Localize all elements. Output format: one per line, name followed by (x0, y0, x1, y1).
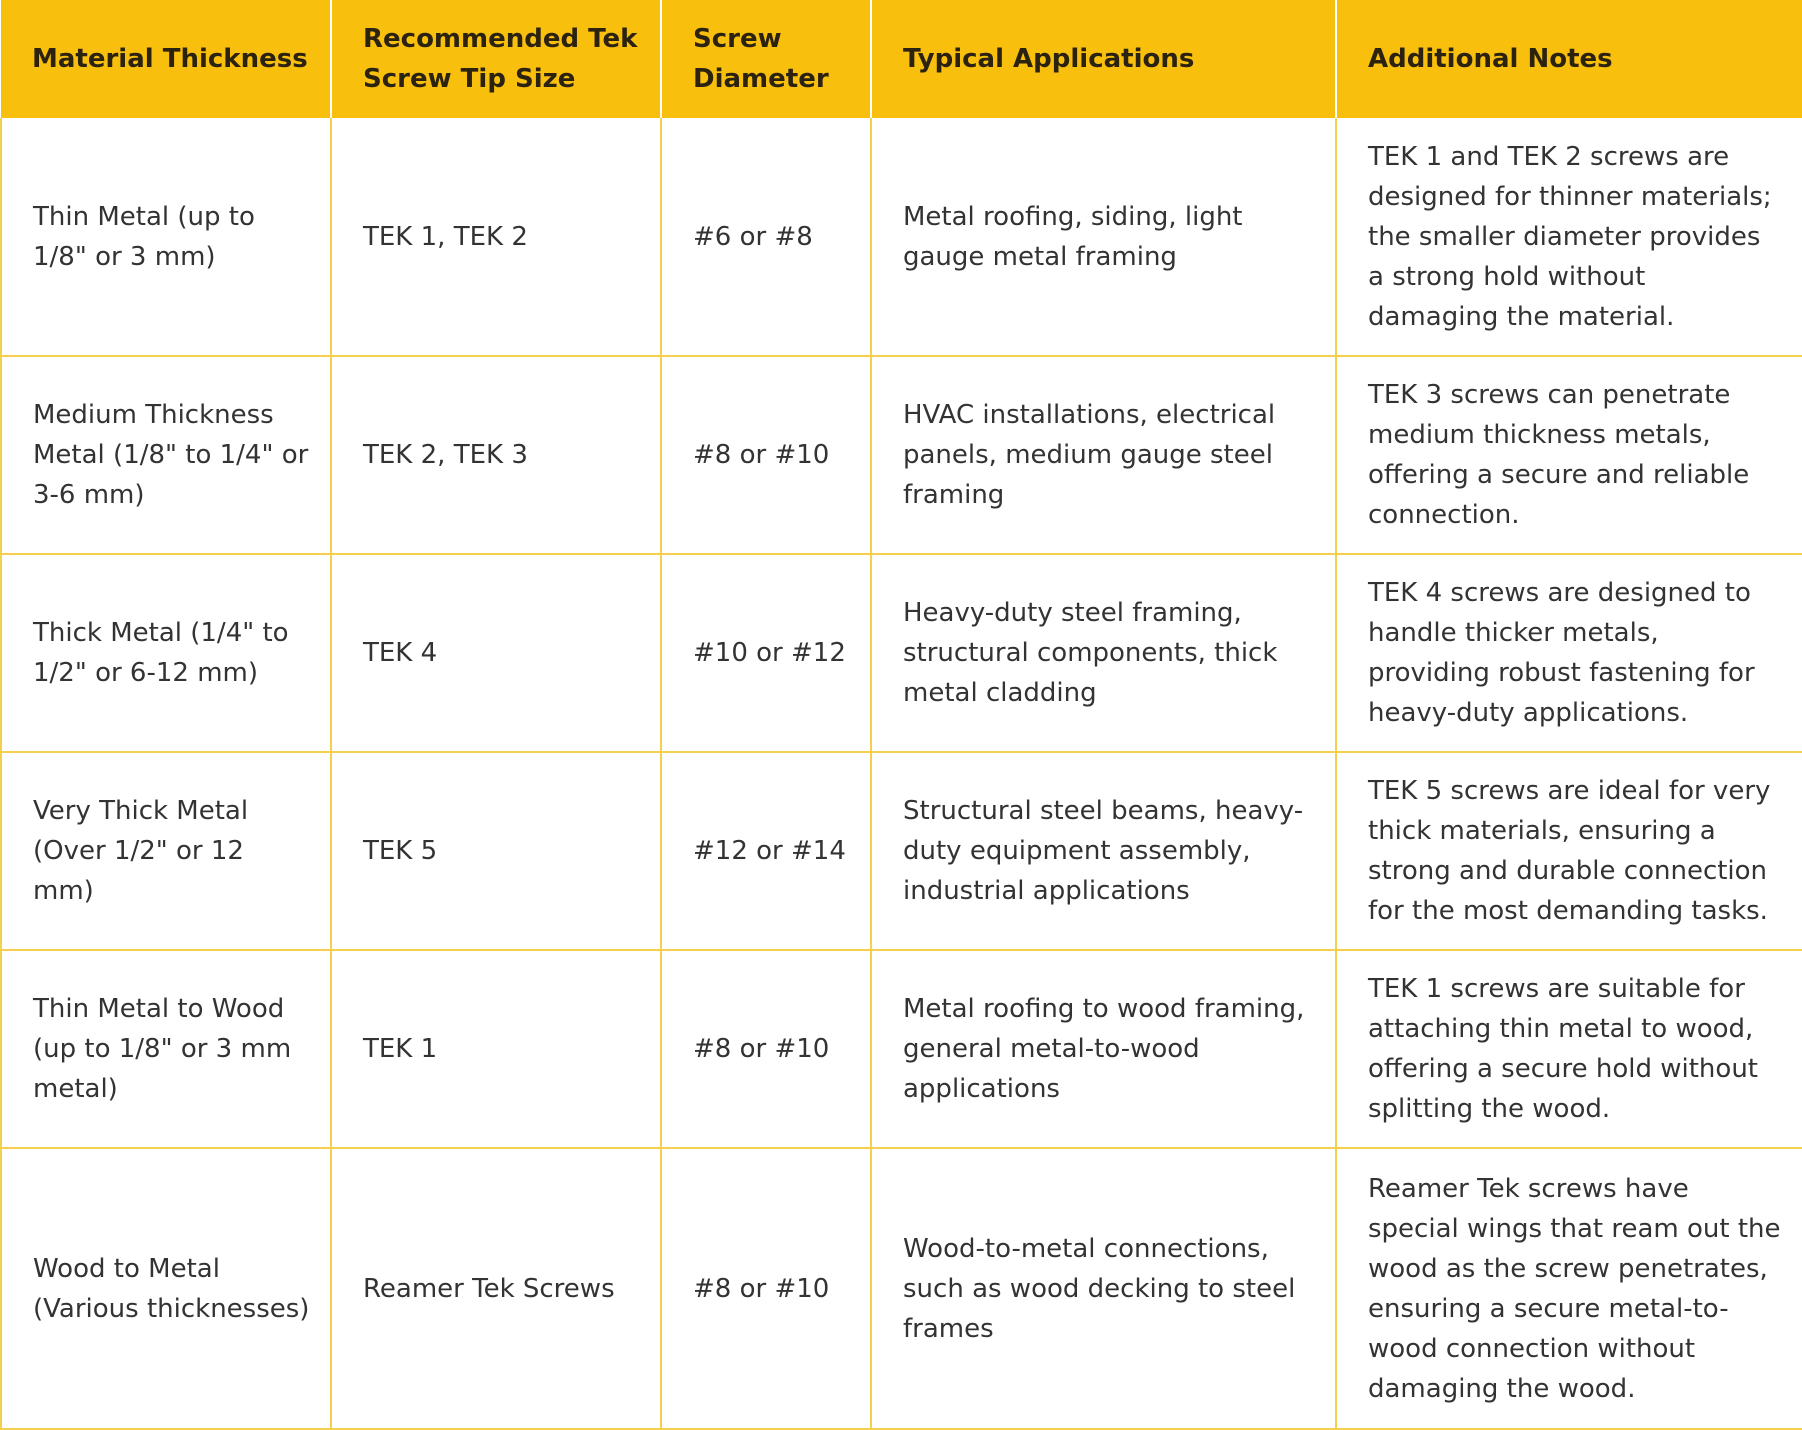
cell-notes: TEK 5 screws are ideal for very thick materials, ensuring a strong and durable connection for the most demanding tasks. (1336, 752, 1802, 950)
cell-applications: Wood-to-metal connections, such as wood decking to steel frames (871, 1148, 1336, 1429)
table-body (1, 118, 1802, 1429)
cell-notes: TEK 4 screws are designed to handle thicker metals, providing robust fastening for heavy-duty applications. (1336, 554, 1802, 752)
table-header (1, 0, 1802, 118)
table-row (1, 554, 1802, 752)
cell-diameter: #6 or #8 (661, 118, 871, 356)
header-tip-size: Recommended Tek Screw Tip Size (331, 0, 661, 118)
cell-material: Wood to Metal (Various thicknesses) (1, 1148, 331, 1429)
cell-diameter: #8 or #10 (661, 950, 871, 1148)
table-row (1, 950, 1802, 1148)
cell-notes: TEK 3 screws can penetrate medium thickness metals, offering a secure and reliable connection. (1336, 356, 1802, 554)
table-row (1, 1148, 1802, 1429)
cell-tip-size: TEK 4 (331, 554, 661, 752)
cell-notes: Reamer Tek screws have special wings that ream out the wood as the screw penetrates, ensuring a secure metal-to-wood connection without damaging the wood. (1336, 1148, 1802, 1429)
header-row (1, 0, 1802, 118)
cell-notes: TEK 1 screws are suitable for attaching thin metal to wood, offering a secure hold without splitting the wood. (1336, 950, 1802, 1148)
table-row (1, 118, 1802, 356)
cell-applications: Structural steel beams, heavy-duty equipment assembly, industrial applications (871, 752, 1336, 950)
cell-applications: Heavy-duty steel framing, structural components, thick metal cladding (871, 554, 1336, 752)
cell-diameter: #8 or #10 (661, 1148, 871, 1429)
cell-tip-size: TEK 5 (331, 752, 661, 950)
cell-diameter: #10 or #12 (661, 554, 871, 752)
cell-tip-size: TEK 2, TEK 3 (331, 356, 661, 554)
cell-tip-size: Reamer Tek Screws (331, 1148, 661, 1429)
header-material-thickness: Material Thickness (1, 0, 331, 118)
cell-applications: HVAC installations, electrical panels, medium gauge steel framing (871, 356, 1336, 554)
cell-notes: TEK 1 and TEK 2 screws are designed for thinner materials; the smaller diameter provides a strong hold without damaging the material. (1336, 118, 1802, 356)
cell-material: Thin Metal to Wood (up to 1/8" or 3 mm metal) (1, 950, 331, 1148)
header-typical-applications: Typical Applications (871, 0, 1336, 118)
cell-applications: Metal roofing, siding, light gauge metal framing (871, 118, 1336, 356)
table-row (1, 752, 1802, 950)
cell-material: Thick Metal (1/4" to 1/2" or 6-12 mm) (1, 554, 331, 752)
cell-material: Very Thick Metal (Over 1/2" or 12 mm) (1, 752, 331, 950)
cell-diameter: #12 or #14 (661, 752, 871, 950)
cell-diameter: #8 or #10 (661, 356, 871, 554)
cell-tip-size: TEK 1, TEK 2 (331, 118, 661, 356)
header-screw-diameter: Screw Diameter (661, 0, 871, 118)
cell-tip-size: TEK 1 (331, 950, 661, 1148)
cell-material: Medium Thickness Metal (1/8" to 1/4" or 3-6 mm) (1, 356, 331, 554)
cell-applications: Metal roofing to wood framing, general metal-to-wood applications (871, 950, 1336, 1148)
table-row (1, 356, 1802, 554)
cell-material: Thin Metal (up to 1/8" or 3 mm) (1, 118, 331, 356)
header-additional-notes: Additional Notes (1336, 0, 1802, 118)
